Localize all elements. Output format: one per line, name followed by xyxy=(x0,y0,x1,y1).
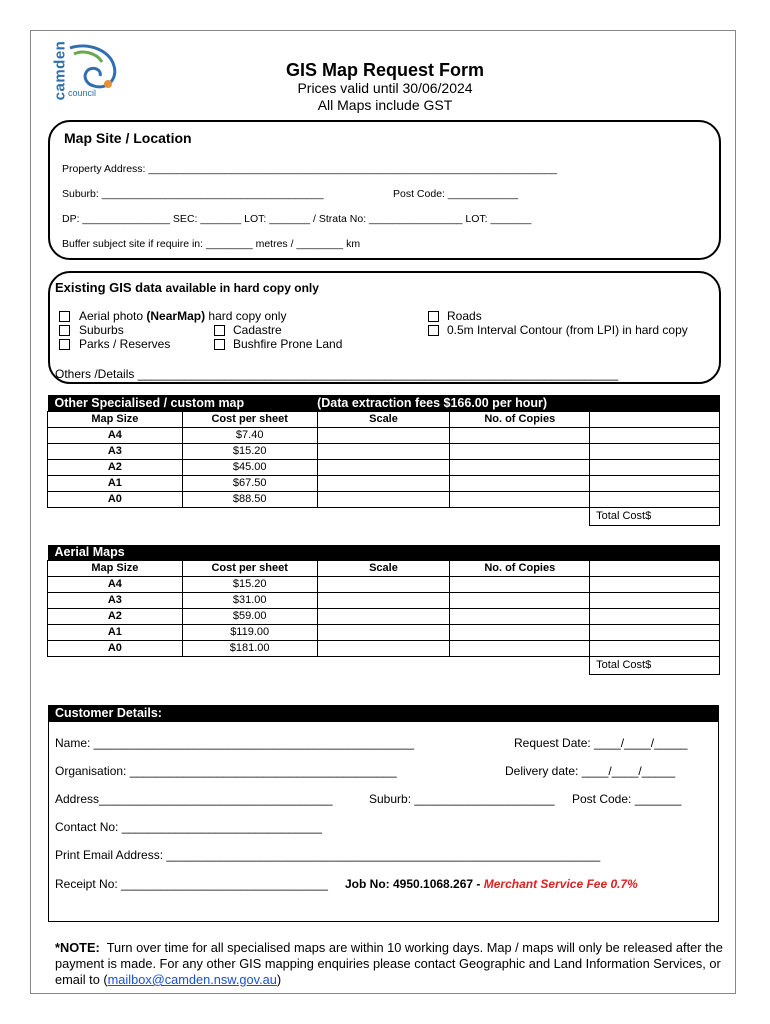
map-size-cell: A0 xyxy=(48,640,183,656)
map-size-cell: A0 xyxy=(48,491,183,507)
footer-note xyxy=(55,940,725,988)
line-total-input[interactable] xyxy=(590,427,720,443)
line-total-input[interactable] xyxy=(590,608,720,624)
map-site-title: Map Site / Location xyxy=(64,130,192,146)
scale-input[interactable] xyxy=(317,576,450,592)
customer-details-heading: Customer Details: xyxy=(48,705,719,721)
copies-input[interactable] xyxy=(450,592,590,608)
cadastre-label: Cadastre xyxy=(233,323,282,337)
map-size-cell: A2 xyxy=(48,459,183,475)
copies-input[interactable] xyxy=(450,576,590,592)
parks-checkbox[interactable] xyxy=(59,339,70,350)
others-details-field[interactable]: Others /Details ________________________________________________________________________ xyxy=(55,367,619,381)
aerial-heading-row xyxy=(48,545,720,560)
table-row xyxy=(48,475,720,491)
table-row xyxy=(48,427,720,443)
line-total-input[interactable] xyxy=(590,640,720,656)
scale-input[interactable] xyxy=(317,608,450,624)
custom-total-spacer xyxy=(48,507,590,525)
aerial-total-cost[interactable]: Total Cost$ xyxy=(590,656,720,674)
cost-cell: $15.20 xyxy=(182,576,317,592)
col-cost: Cost per sheet xyxy=(182,560,317,576)
col-scale: Scale xyxy=(317,411,450,427)
cost-cell: $7.40 xyxy=(182,427,317,443)
post-code-field[interactable]: Post Code: ____________ xyxy=(393,188,518,200)
custom-map-columns xyxy=(48,411,720,427)
line-total-input[interactable] xyxy=(590,624,720,640)
line-total-input[interactable] xyxy=(590,459,720,475)
suburb-field[interactable]: Suburb: ______________________________________ xyxy=(62,188,324,200)
col-map-size: Map Size xyxy=(48,560,183,576)
bushfire-checkbox[interactable] xyxy=(214,339,225,350)
email-field[interactable]: Print Email Address: _________________________________________________________________ xyxy=(55,848,601,862)
cost-cell: $59.00 xyxy=(182,608,317,624)
scale-input[interactable] xyxy=(317,491,450,507)
copies-input[interactable] xyxy=(450,608,590,624)
note-text: Turn over time for all specialised maps are within 10 working days. Map / maps will only be released after the payment is made. For any other GIS mapping enquiries please contact Geographic and Land Information Services, or email to ( xyxy=(55,940,723,987)
cost-cell: $181.00 xyxy=(182,640,317,656)
name-field[interactable]: Name: ________________________________________________ xyxy=(55,736,415,750)
custom-total-row xyxy=(48,507,720,525)
table-row xyxy=(48,608,720,624)
job-number xyxy=(345,877,638,891)
receipt-field[interactable]: Receipt No: _______________________________ xyxy=(55,877,328,891)
table-row xyxy=(48,624,720,640)
scale-input[interactable] xyxy=(317,427,450,443)
email-link[interactable]: mailbox@camden.nsw.gov.au xyxy=(107,972,277,987)
col-total xyxy=(590,411,720,427)
map-size-cell: A1 xyxy=(48,475,183,491)
roads-checkbox[interactable] xyxy=(428,311,439,322)
copies-input[interactable] xyxy=(450,624,590,640)
gst-note: All Maps include GST xyxy=(317,97,453,113)
custom-total-cost[interactable]: Total Cost$ xyxy=(590,507,720,525)
map-size-cell: A3 xyxy=(48,443,183,459)
cost-cell: $31.00 xyxy=(182,592,317,608)
prices-valid: Prices valid until 30/06/2024 xyxy=(297,80,473,96)
line-total-input[interactable] xyxy=(590,443,720,459)
camden-council-logo xyxy=(48,40,128,102)
copies-input[interactable] xyxy=(450,491,590,507)
delivery-date-field[interactable]: Delivery date: ____/____/_____ xyxy=(505,764,676,778)
copies-input[interactable] xyxy=(450,427,590,443)
line-total-input[interactable] xyxy=(590,576,720,592)
copies-input[interactable] xyxy=(450,459,590,475)
dp-sec-lot-field[interactable]: DP: _______________ SEC: _______ LOT: _______ / Strata No: ________________ LOT: _______ xyxy=(62,213,532,225)
job-no-text: Job No: 4950.1068.267 - xyxy=(345,877,481,891)
cost-cell: $67.50 xyxy=(182,475,317,491)
note-label: *NOTE: xyxy=(55,940,100,955)
scale-input[interactable] xyxy=(317,459,450,475)
table-row xyxy=(48,491,720,507)
scale-input[interactable] xyxy=(317,475,450,491)
request-date-field[interactable]: Request Date: ____/____/_____ xyxy=(514,736,688,750)
suburbs-label: Suburbs xyxy=(79,323,124,337)
scale-input[interactable] xyxy=(317,592,450,608)
aerial-prefix: Aerial photo xyxy=(79,309,144,323)
existing-gis-title-text: Existing GIS data xyxy=(55,280,162,295)
cost-cell: $45.00 xyxy=(182,459,317,475)
col-copies: No. of Copies xyxy=(450,560,590,576)
scale-input[interactable] xyxy=(317,624,450,640)
scale-input[interactable] xyxy=(317,640,450,656)
custom-map-table xyxy=(47,395,720,526)
contour-label: 0.5m Interval Contour (from LPI) in hard copy xyxy=(447,323,688,337)
col-copies: No. of Copies xyxy=(450,411,590,427)
table-row xyxy=(48,640,720,656)
address-field[interactable]: Address___________________________________ xyxy=(55,792,333,806)
cadastre-checkbox[interactable] xyxy=(214,325,225,336)
contour-checkbox[interactable] xyxy=(428,325,439,336)
contact-field[interactable]: Contact No: ______________________________ xyxy=(55,820,322,834)
roads-label: Roads xyxy=(447,309,482,323)
scale-input[interactable] xyxy=(317,443,450,459)
cost-cell: $15.20 xyxy=(182,443,317,459)
note-close: ) xyxy=(276,972,282,987)
organisation-field[interactable]: Organisation: ________________________________________ xyxy=(55,764,397,778)
aerial-total-row xyxy=(48,656,720,674)
suburbs-checkbox[interactable] xyxy=(59,325,70,336)
aerial-total-spacer xyxy=(48,656,590,674)
map-size-cell: A1 xyxy=(48,624,183,640)
logo-sub: council xyxy=(68,88,97,98)
buffer-field[interactable]: Buffer subject site if require in: ________ metres / ________ km xyxy=(62,238,361,250)
map-size-cell: A4 xyxy=(48,576,183,592)
copies-input[interactable] xyxy=(450,443,590,459)
page-title: GIS Map Request Form xyxy=(285,60,485,80)
map-size-cell: A4 xyxy=(48,427,183,443)
aerial-heading: Aerial Maps xyxy=(54,545,125,560)
copies-input[interactable] xyxy=(450,475,590,491)
custom-map-fee-note: (Data extraction fees $166.00 per hour) xyxy=(317,395,548,410)
logo-word: camden xyxy=(51,40,69,101)
map-size-cell: A3 xyxy=(48,592,183,608)
parks-label: Parks / Reserves xyxy=(79,337,171,351)
line-total-input[interactable] xyxy=(590,491,720,507)
copies-input[interactable] xyxy=(450,640,590,656)
table-row xyxy=(48,576,720,592)
aerial-photo-checkbox[interactable] xyxy=(59,311,70,322)
table-row xyxy=(48,459,720,475)
existing-gis-title-suffix: available in hard copy only xyxy=(165,281,319,295)
cost-cell: $88.50 xyxy=(182,491,317,507)
line-total-input[interactable] xyxy=(590,475,720,491)
bushfire-label: Bushfire Prone Land xyxy=(233,337,343,351)
customer-suburb-field[interactable]: Suburb: _____________________ xyxy=(369,792,555,806)
aerial-suffix: hard copy only xyxy=(208,309,287,323)
cost-cell: $119.00 xyxy=(182,624,317,640)
line-total-input[interactable] xyxy=(590,592,720,608)
table-row xyxy=(48,443,720,459)
custom-map-heading-row xyxy=(48,395,720,411)
col-cost: Cost per sheet xyxy=(182,411,317,427)
custom-map-heading: Other Specialised / custom map xyxy=(54,395,245,410)
merchant-fee: Merchant Service Fee 0.7% xyxy=(483,877,638,891)
customer-post-code-field[interactable]: Post Code: _______ xyxy=(572,792,682,806)
property-address-field[interactable]: Property Address: ______________________________________________________________________ xyxy=(62,163,558,175)
col-total xyxy=(590,560,720,576)
aerial-columns xyxy=(48,560,720,576)
existing-gis-title xyxy=(55,280,319,295)
aerial-bold: (NearMap) xyxy=(146,309,206,323)
table-row xyxy=(48,592,720,608)
col-scale: Scale xyxy=(317,560,450,576)
aerial-photo-label xyxy=(79,309,286,323)
col-map-size: Map Size xyxy=(48,411,183,427)
map-size-cell: A2 xyxy=(48,608,183,624)
aerial-map-table xyxy=(47,545,720,675)
